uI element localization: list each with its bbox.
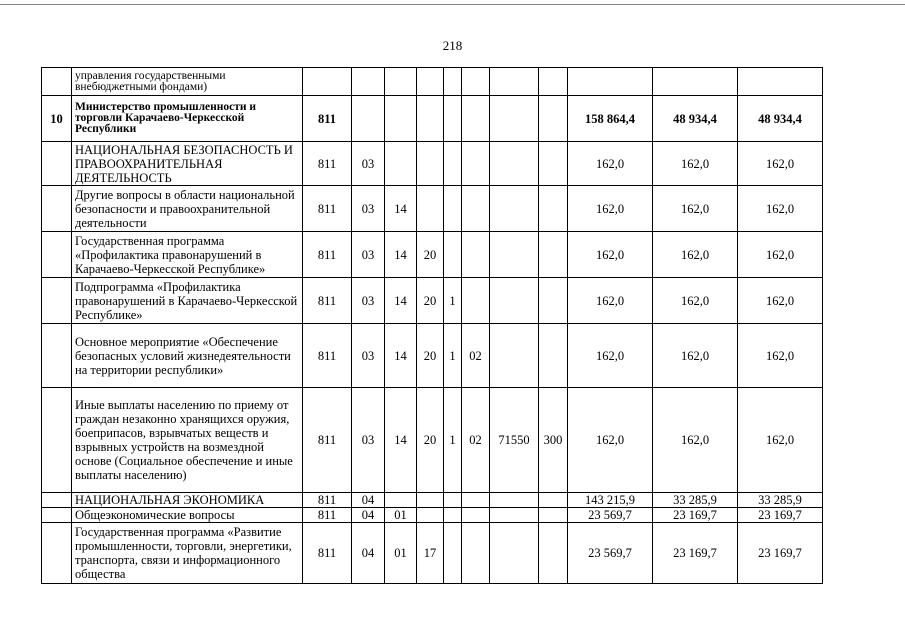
code-subprogram — [444, 96, 462, 142]
code-activity: 02 — [462, 388, 490, 493]
code-subprogram — [444, 68, 462, 96]
amount-year-2: 162,0 — [653, 142, 738, 186]
code-program — [417, 96, 444, 142]
code-expense-type — [539, 68, 568, 96]
code-subprogram — [444, 508, 462, 523]
code-direction — [490, 324, 539, 388]
code-section: 03 — [352, 388, 385, 493]
code-direction — [490, 96, 539, 142]
code-expense-type — [539, 508, 568, 523]
code-direction — [490, 68, 539, 96]
amount-year-2: 162,0 — [653, 186, 738, 232]
code-program — [417, 186, 444, 232]
amount-year-3: 33 285,9 — [738, 493, 823, 508]
code-subsection: 14 — [385, 388, 417, 493]
code-direction — [490, 508, 539, 523]
code-program — [417, 493, 444, 508]
amount-year-3: 23 169,7 — [738, 508, 823, 523]
code-direction — [490, 278, 539, 324]
code-section — [352, 96, 385, 142]
amount-year-1: 143 215,9 — [568, 493, 653, 508]
row-number — [42, 388, 72, 493]
row-number: 10 — [42, 96, 72, 142]
amount-year-1: 23 569,7 — [568, 508, 653, 523]
code-ministry: 811 — [303, 142, 352, 186]
code-program: 20 — [417, 278, 444, 324]
code-ministry: 811 — [303, 186, 352, 232]
row-number — [42, 186, 72, 232]
table-row — [42, 493, 823, 508]
row-number — [42, 142, 72, 186]
code-expense-type — [539, 493, 568, 508]
code-section: 04 — [352, 523, 385, 584]
row-name: Общеэкономические вопросы — [72, 508, 303, 523]
code-ministry: 811 — [303, 278, 352, 324]
code-program — [417, 508, 444, 523]
code-direction — [490, 523, 539, 584]
code-direction — [490, 493, 539, 508]
code-subprogram: 1 — [444, 388, 462, 493]
amount-year-3: 162,0 — [738, 142, 823, 186]
code-ministry: 811 — [303, 232, 352, 278]
code-direction — [490, 232, 539, 278]
code-program — [417, 68, 444, 96]
row-number — [42, 232, 72, 278]
code-program: 20 — [417, 232, 444, 278]
code-expense-type — [539, 142, 568, 186]
amount-year-2: 162,0 — [653, 232, 738, 278]
code-activity — [462, 523, 490, 584]
code-subprogram — [444, 142, 462, 186]
code-activity — [462, 96, 490, 142]
code-subprogram — [444, 493, 462, 508]
code-expense-type — [539, 232, 568, 278]
code-section: 03 — [352, 142, 385, 186]
code-subprogram — [444, 186, 462, 232]
code-activity — [462, 68, 490, 96]
amount-year-2 — [653, 68, 738, 96]
code-expense-type — [539, 96, 568, 142]
table-row — [42, 142, 823, 186]
row-name: Министерство промышленности и торговли Карачаево-Черкесской Республики — [72, 96, 303, 142]
table-row — [42, 232, 823, 278]
table-row — [42, 523, 823, 584]
table-row — [42, 508, 823, 523]
code-ministry — [303, 68, 352, 96]
top-rule — [0, 4, 905, 5]
code-section: 04 — [352, 508, 385, 523]
code-expense-type — [539, 278, 568, 324]
table-row — [42, 186, 823, 232]
code-program: 20 — [417, 388, 444, 493]
code-subprogram: 1 — [444, 324, 462, 388]
amount-year-3: 162,0 — [738, 278, 823, 324]
page-number: 218 — [442, 38, 463, 53]
amount-year-3: 162,0 — [738, 324, 823, 388]
code-ministry: 811 — [303, 523, 352, 584]
row-name: НАЦИОНАЛЬНАЯ БЕЗОПАСНОСТЬ И ПРАВООХРАНИТЕЛЬНАЯ ДЕЯТЕЛЬНОСТЬ — [72, 142, 303, 186]
code-subsection: 01 — [385, 523, 417, 584]
table-row — [42, 324, 823, 388]
code-direction — [490, 142, 539, 186]
code-program — [417, 142, 444, 186]
code-program: 17 — [417, 523, 444, 584]
budget-table — [41, 67, 823, 584]
code-subsection: 01 — [385, 508, 417, 523]
amount-year-2: 48 934,4 — [653, 96, 738, 142]
row-name: Государственная программа «Профилактика правонарушений в Карачаево-Черкесской Республике» — [72, 232, 303, 278]
code-activity: 02 — [462, 324, 490, 388]
row-name: Государственная программа «Развитие промышленности, торговли, энергетики, транспорта, связи и информационного общества — [72, 523, 303, 584]
code-activity — [462, 278, 490, 324]
code-subsection — [385, 493, 417, 508]
row-number — [42, 508, 72, 523]
table-row — [42, 68, 823, 96]
code-section: 03 — [352, 278, 385, 324]
code-section: 04 — [352, 493, 385, 508]
code-subsection — [385, 68, 417, 96]
code-activity — [462, 186, 490, 232]
row-name: Иные выплаты населению по приему от граждан незаконно хранящихся оружия, боеприпасов, взрывчатых веществ и взрывных устройств на возмездной основе (Социальное обеспечение и иные выплаты населению) — [72, 388, 303, 493]
code-expense-type: 300 — [539, 388, 568, 493]
code-subsection — [385, 96, 417, 142]
code-activity — [462, 142, 490, 186]
amount-year-1: 162,0 — [568, 324, 653, 388]
table-row — [42, 96, 823, 142]
row-number — [42, 68, 72, 96]
amount-year-3: 48 934,4 — [738, 96, 823, 142]
code-ministry: 811 — [303, 493, 352, 508]
amount-year-3 — [738, 68, 823, 96]
code-subsection — [385, 142, 417, 186]
code-subsection: 14 — [385, 232, 417, 278]
row-number — [42, 493, 72, 508]
amount-year-1: 162,0 — [568, 186, 653, 232]
code-program: 20 — [417, 324, 444, 388]
code-ministry: 811 — [303, 96, 352, 142]
code-ministry: 811 — [303, 388, 352, 493]
code-activity — [462, 493, 490, 508]
code-activity — [462, 508, 490, 523]
code-subsection: 14 — [385, 186, 417, 232]
row-name: Основное мероприятие «Обеспечение безопасных условий жизнедеятельности на территории республики» — [72, 324, 303, 388]
table-row — [42, 388, 823, 493]
code-expense-type — [539, 523, 568, 584]
amount-year-3: 162,0 — [738, 186, 823, 232]
code-subsection: 14 — [385, 278, 417, 324]
amount-year-1 — [568, 68, 653, 96]
code-subprogram — [444, 232, 462, 278]
amount-year-3: 162,0 — [738, 232, 823, 278]
code-section: 03 — [352, 186, 385, 232]
amount-year-1: 162,0 — [568, 232, 653, 278]
amount-year-1: 162,0 — [568, 388, 653, 493]
code-subprogram — [444, 523, 462, 584]
amount-year-2: 23 169,7 — [653, 523, 738, 584]
code-section: 03 — [352, 232, 385, 278]
row-number — [42, 324, 72, 388]
table-row — [42, 278, 823, 324]
code-ministry: 811 — [303, 508, 352, 523]
amount-year-1: 158 864,4 — [568, 96, 653, 142]
row-number — [42, 278, 72, 324]
code-subsection: 14 — [385, 324, 417, 388]
code-activity — [462, 232, 490, 278]
amount-year-2: 162,0 — [653, 388, 738, 493]
amount-year-1: 162,0 — [568, 142, 653, 186]
row-name: Подпрограмма «Профилактика правонарушений в Карачаево-Черкесской Республике» — [72, 278, 303, 324]
code-subprogram: 1 — [444, 278, 462, 324]
row-name: Другие вопросы в области национальной безопасности и правоохранительной деятельности — [72, 186, 303, 232]
code-section: 03 — [352, 324, 385, 388]
amount-year-2: 23 169,7 — [653, 508, 738, 523]
amount-year-3: 162,0 — [738, 388, 823, 493]
row-name: НАЦИОНАЛЬНАЯ ЭКОНОМИКА — [72, 493, 303, 508]
amount-year-2: 33 285,9 — [653, 493, 738, 508]
amount-year-2: 162,0 — [653, 278, 738, 324]
code-ministry: 811 — [303, 324, 352, 388]
amount-year-2: 162,0 — [653, 324, 738, 388]
row-name: управления государственными внебюджетными фондами) — [72, 68, 303, 96]
row-number — [42, 523, 72, 584]
code-direction: 71550 — [490, 388, 539, 493]
code-section — [352, 68, 385, 96]
code-expense-type — [539, 186, 568, 232]
amount-year-3: 23 169,7 — [738, 523, 823, 584]
code-expense-type — [539, 324, 568, 388]
code-direction — [490, 186, 539, 232]
amount-year-1: 23 569,7 — [568, 523, 653, 584]
amount-year-1: 162,0 — [568, 278, 653, 324]
